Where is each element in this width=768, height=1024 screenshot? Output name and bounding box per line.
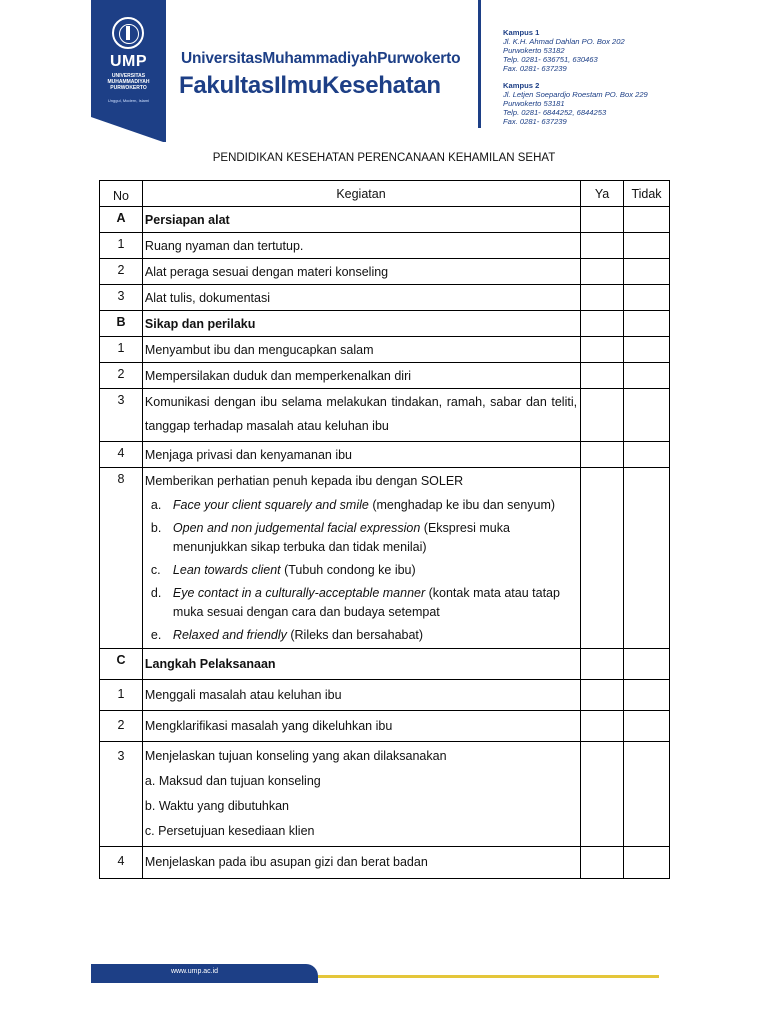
university-logo — [91, 0, 166, 142]
faculty-name: FakultasIlmuKesehatan — [179, 72, 441, 99]
list-item-english: Lean towards client — [172, 563, 281, 577]
list-item-translation: (menghadap ke ibu dan senyum) — [368, 498, 556, 512]
document-title: PENDIDIKAN KESEHATAN PERENCANAAN KEHAMILAN SEHAT — [212, 152, 556, 164]
yes-cell[interactable] — [581, 207, 624, 233]
campus-2-phone: Telp. 0281- 6844252, 6844253 — [503, 108, 607, 117]
list-item — [145, 519, 577, 557]
logo-tagline: Unggul, Modern, Islami — [107, 98, 150, 103]
table-row — [100, 337, 670, 363]
yes-cell[interactable] — [581, 711, 624, 742]
table-row — [100, 389, 670, 442]
list-item-translation: (Ekspresi muka menunjukkan sikap terbuka dan tidak menilai) — [172, 521, 510, 554]
section-letter: C — [100, 649, 143, 680]
row-number: 1 — [100, 337, 143, 363]
table-row — [100, 711, 670, 742]
yes-cell[interactable] — [581, 233, 624, 259]
list-item-english: Eye contact in a culturally-acceptable manner — [172, 586, 426, 600]
campus-1-street: Jl. K.H. Ahmad Dahlan PO. Box 202 — [503, 37, 625, 46]
row-activity: Mempersilakan duduk dan memperkenalkan diri — [142, 363, 580, 389]
yes-cell[interactable] — [581, 649, 624, 680]
yes-cell[interactable] — [581, 363, 624, 389]
campus-1-phone: Telp. 0281- 636751, 630463 — [503, 55, 598, 64]
row-activity — [142, 468, 580, 649]
university-seal-icon — [112, 17, 144, 49]
table-row — [100, 233, 670, 259]
list-item-english: Relaxed and friendly — [172, 628, 287, 642]
table-row — [100, 285, 670, 311]
list-item: a. Maksud dan tujuan konseling — [144, 774, 321, 788]
university-name: UniversitasMuhammadiyahPurwokerto — [181, 50, 461, 67]
table-row — [100, 468, 670, 649]
no-cell[interactable] — [624, 337, 670, 363]
yes-cell[interactable] — [581, 847, 624, 879]
header-no-column: Tidak — [624, 181, 670, 207]
list-item-english: Open and non judgemental facial expression — [172, 521, 421, 535]
yes-cell[interactable] — [581, 468, 624, 649]
list-item-translation: (Rileks dan bersahabat) — [286, 628, 424, 642]
list-letter: d. — [150, 586, 162, 600]
row-activity: Menjaga privasi dan kenyamanan ibu — [142, 442, 580, 468]
section-row — [100, 311, 670, 337]
list-letter: e. — [150, 628, 162, 642]
list-letter: a. — [150, 498, 162, 512]
row-number: 1 — [100, 680, 143, 711]
list-letter: b. — [150, 521, 162, 535]
table-row — [100, 680, 670, 711]
section-title: Langkah Pelaksanaan — [142, 649, 580, 680]
row-activity — [142, 742, 580, 847]
no-cell[interactable] — [624, 468, 670, 649]
yes-cell[interactable] — [581, 337, 624, 363]
row-number: 2 — [100, 711, 143, 742]
no-cell[interactable] — [624, 711, 670, 742]
list-item-translation: (Tubuh condong ke ibu) — [280, 563, 416, 577]
row-activity-text: Memberikan perhatian penuh kepada ibu dengan SOLER — [144, 474, 464, 488]
row-number: 4 — [100, 847, 143, 879]
campus-2-fax: Fax. 0281- 637239 — [503, 117, 567, 126]
yes-cell[interactable] — [581, 285, 624, 311]
logo-subtext: UNIVERSITAS MUHAMMADIYAH PURWOKERTO — [107, 73, 150, 91]
no-cell[interactable] — [624, 847, 670, 879]
row-activity: Komunikasi dengan ibu selama melakukan tindakan, ramah, sabar dan teliti, tanggap terhadap masalah atau keluhan ibu — [142, 389, 580, 442]
row-activity: Menggali masalah atau keluhan ibu — [142, 680, 580, 711]
no-cell[interactable] — [624, 442, 670, 468]
campus-2-street: Jl. Letjen Soepardjo Roestam PO. Box 229 — [503, 90, 648, 99]
row-activity: Alat peraga sesuai dengan materi konseling — [142, 259, 580, 285]
row-activity: Mengklarifikasi masalah yang dikeluhkan ibu — [142, 711, 580, 742]
list-item — [145, 626, 577, 645]
table-row — [100, 442, 670, 468]
soler-list — [145, 490, 577, 645]
list-item — [145, 496, 577, 515]
campus-1-title: Kampus 1 — [503, 28, 540, 37]
no-cell[interactable] — [624, 207, 670, 233]
row-number: 3 — [100, 389, 143, 442]
table-row — [100, 847, 670, 879]
yes-cell[interactable] — [581, 442, 624, 468]
list-item — [145, 561, 577, 580]
section-letter: A — [100, 207, 143, 233]
yes-cell[interactable] — [581, 259, 624, 285]
no-cell[interactable] — [624, 311, 670, 337]
row-number: 3 — [100, 742, 143, 847]
row-activity: Alat tulis, dokumentasi — [142, 285, 580, 311]
footer-url-link[interactable]: www.ump.ac.id — [171, 968, 219, 975]
campus-1-city: Purwokerto 53182 — [503, 46, 565, 55]
row-activity: Menyambut ibu dan mengucapkan salam — [142, 337, 580, 363]
checklist-table — [99, 180, 670, 879]
campus-2-address — [503, 81, 648, 126]
footer-accent-line — [318, 975, 659, 978]
table-header-row — [100, 181, 670, 207]
no-cell[interactable] — [624, 742, 670, 847]
section-row — [100, 649, 670, 680]
campus-1-fax: Fax. 0281- 637239 — [503, 64, 567, 73]
no-cell[interactable] — [624, 680, 670, 711]
table-row — [100, 363, 670, 389]
no-cell[interactable] — [624, 649, 670, 680]
section-title: Sikap dan perilaku — [142, 311, 580, 337]
list-item-translation: (kontak mata atau tatap muka sesuai dengan cara dan budaya setempat — [172, 586, 560, 619]
yes-cell[interactable] — [581, 311, 624, 337]
campus-2-city: Purwokerto 53181 — [503, 99, 565, 108]
yes-cell[interactable] — [581, 742, 624, 847]
logo-text: UMP — [109, 53, 148, 70]
table-row — [100, 742, 670, 847]
header-yes: Ya — [581, 181, 624, 207]
no-cell[interactable] — [624, 259, 670, 285]
table-row — [100, 259, 670, 285]
row-number: 4 — [100, 442, 143, 468]
list-item: b. Waktu yang dibutuhkan — [144, 799, 289, 813]
yes-cell[interactable] — [581, 389, 624, 442]
header-activity: Kegiatan — [142, 181, 580, 207]
list-item: c. Persetujuan kesediaan klien — [144, 824, 315, 838]
no-cell[interactable] — [624, 285, 670, 311]
row-number: 3 — [100, 285, 143, 311]
row-number: 2 — [100, 259, 143, 285]
header-divider — [478, 0, 481, 128]
row-number: 2 — [100, 363, 143, 389]
campus-2-title: Kampus 2 — [503, 81, 540, 90]
section-letter: B — [100, 311, 143, 337]
header-no: No — [100, 181, 143, 207]
row-number: 1 — [100, 233, 143, 259]
section-row — [100, 207, 670, 233]
list-item — [145, 584, 577, 622]
no-cell[interactable] — [624, 363, 670, 389]
row-activity: Ruang nyaman dan tertutup. — [142, 233, 580, 259]
no-cell[interactable] — [624, 233, 670, 259]
row-activity-text: Menjelaskan tujuan konseling yang akan dilaksanakan — [144, 749, 447, 763]
row-number: 8 — [100, 468, 143, 649]
campus-1-address — [503, 28, 625, 73]
section-title: Persiapan alat — [142, 207, 580, 233]
yes-cell[interactable] — [581, 680, 624, 711]
list-letter: c. — [150, 563, 161, 577]
list-item-english: Face your client squarely and smile — [172, 498, 369, 512]
no-cell[interactable] — [624, 389, 670, 442]
row-activity: Menjelaskan pada ibu asupan gizi dan berat badan — [142, 847, 580, 879]
